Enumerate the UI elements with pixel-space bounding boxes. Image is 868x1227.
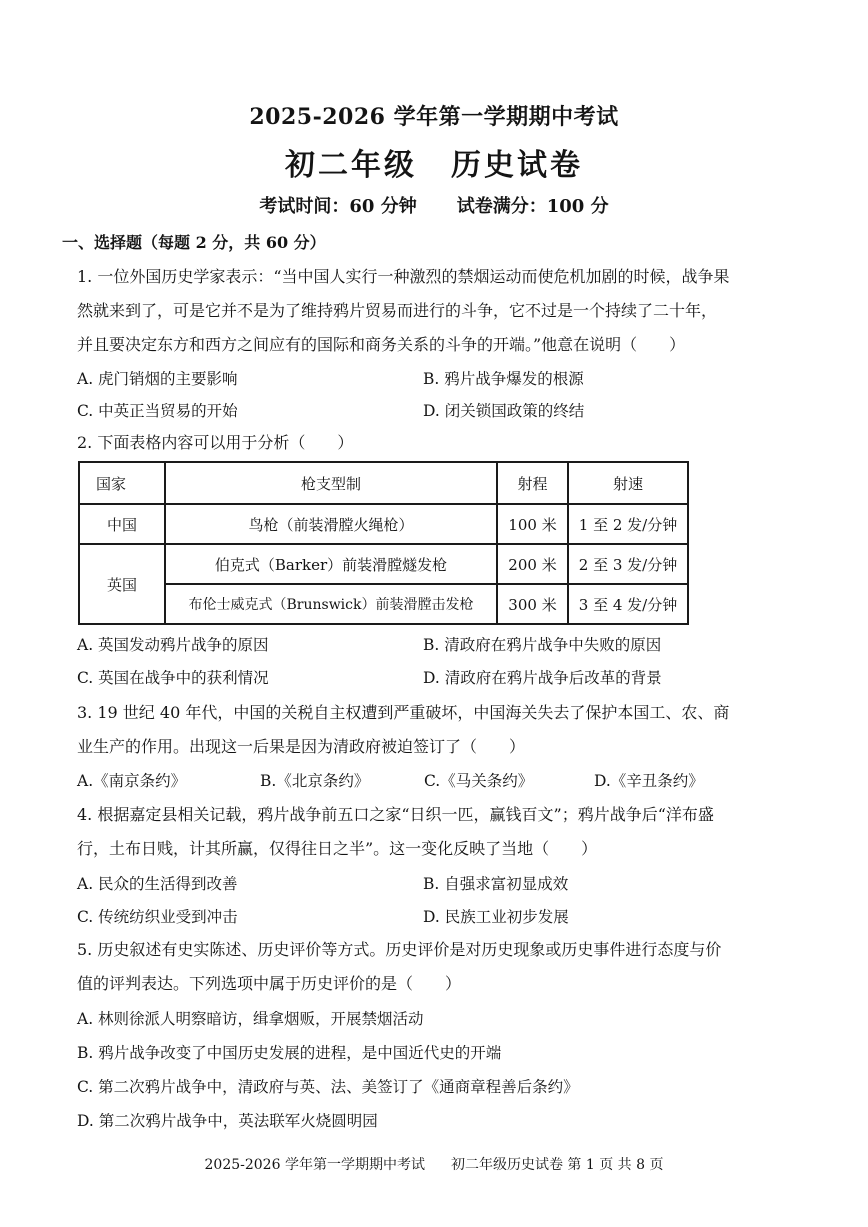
section-title: 一、选择题（每题 2 分，共 60 分） <box>62 233 326 252</box>
q1-option-a: A. 虎门销烟的主要影响 <box>77 370 238 388</box>
firearms-table <box>78 461 689 625</box>
table-row <box>79 504 688 544</box>
q3-line-1: 3. 19 世纪 40 年代，中国的关税自主权遭到严重破坏，中国海关失去了保护本国工、农、商 <box>77 703 730 722</box>
header-rate: 射速 <box>568 462 688 504</box>
q2-stem: 2. 下面表格内容可以用于分析（ ） <box>77 433 354 452</box>
gun-model: 伯克式（Barker）前装滑膛燧发枪 <box>165 544 497 584</box>
exam-info <box>0 192 868 218</box>
gun-rate: 3 至 4 发/分钟 <box>568 584 688 624</box>
gun-range: 200 米 <box>497 544 568 584</box>
q3-line-2: 业生产的作用。出现这一后果是因为清政府被迫签订了（ ） <box>77 737 526 756</box>
header-country: 国家 <box>79 462 165 504</box>
footer-page-number: 第 1 页 共 8 页 <box>567 1157 664 1173</box>
q1-option-d: D. 闭关锁国政策的终结 <box>423 402 585 420</box>
q3-option-d: D.《辛丑条约》 <box>594 772 704 790</box>
table-row <box>79 584 688 624</box>
q2-option-c: C. 英国在战争中的获利情况 <box>77 669 269 687</box>
page-footer <box>0 1154 868 1174</box>
q5-line-2: 值的评判表达。下列选项中属于历史评价的是（ ） <box>77 974 462 993</box>
exam-title: 2025-2026 学年第一学期期中考试 <box>249 104 619 130</box>
q4-option-c: C. 传统纺织业受到冲击 <box>77 908 238 926</box>
header-model: 枪支型制 <box>165 462 497 504</box>
q5-option-d: D. 第二次鸦片战争中，英法联军火烧圆明园 <box>77 1112 378 1130</box>
q4-option-a: A. 民众的生活得到改善 <box>77 875 238 893</box>
q4-line-2: 行，土布日贱，计其所赢，仅得往日之半”。这一变化反映了当地（ ） <box>77 839 598 858</box>
q5-option-c: C. 第二次鸦片战争中，清政府与英、法、美签订了《通商章程善后条约》 <box>77 1078 579 1096</box>
footer-paper: 初二年级历史试卷 <box>450 1157 563 1173</box>
subject-title <box>0 140 868 184</box>
country-china: 中国 <box>79 504 165 544</box>
header-range: 射程 <box>497 462 568 504</box>
q3-option-a: A.《南京条约》 <box>77 772 187 790</box>
q5-option-b: B. 鸦片战争改变了中国历史发展的进程，是中国近代史的开端 <box>77 1044 502 1062</box>
gun-range: 300 米 <box>497 584 568 624</box>
q4-option-d: D. 民族工业初步发展 <box>423 908 569 926</box>
table-header-row <box>79 462 688 504</box>
footer-exam: 2025-2026 学年第一学期期中考试 <box>204 1157 425 1173</box>
gun-rate: 1 至 2 发/分钟 <box>568 504 688 544</box>
q3-option-b: B.《北京条约》 <box>260 772 370 790</box>
q4-option-b: B. 自强求富初显成效 <box>423 875 569 893</box>
time-info: 考试时间：60 分钟 <box>259 196 417 217</box>
q1-option-c: C. 中英正当贸易的开始 <box>77 402 238 420</box>
q1-line-3: 并且要决定东方和西方之间应有的国际和商务关系的斗争的开端。”他意在说明（ ） <box>77 335 686 354</box>
table-row <box>79 544 688 584</box>
q2-option-b: B. 清政府在鸦片战争中失败的原因 <box>423 636 662 654</box>
q3-option-c: C.《马关条约》 <box>424 772 534 790</box>
q1-line-1: 1. 一位外国历史学家表示：“当中国人实行一种激烈的禁烟运动而使危机加剧的时候，战争果 <box>77 267 730 286</box>
q1-option-b: B. 鸦片战争爆发的根源 <box>423 370 584 388</box>
gun-model: 鸟枪（前装滑膛火绳枪） <box>165 504 497 544</box>
gun-range: 100 米 <box>497 504 568 544</box>
gun-rate: 2 至 3 发/分钟 <box>568 544 688 584</box>
gun-model: 布伦士威克式（Brunswick）前装滑膛击发枪 <box>165 584 497 624</box>
country-britain: 英国 <box>79 544 165 624</box>
q2-option-d: D. 清政府在鸦片战争后改革的背景 <box>423 669 662 687</box>
q5-option-a: A. 林则徐派人明察暗访，缉拿烟贩，开展禁烟活动 <box>77 1010 424 1028</box>
q2-option-a: A. 英国发动鸦片战争的原因 <box>77 636 269 654</box>
paper-label: 历史试卷 <box>451 148 583 183</box>
grade-label: 初二年级 <box>285 148 417 183</box>
q4-line-1: 4. 根据嘉定县相关记载，鸦片战争前五口之家“日织一匹，赢钱百文”；鸦片战争后“洋布盛 <box>77 805 714 824</box>
q5-line-1: 5. 历史叙述有史实陈述、历史评价等方式。历史评价是对历史现象或历史事件进行态度与价 <box>77 940 722 959</box>
score-info: 试卷满分：100 分 <box>456 196 609 217</box>
q1-line-2: 然就来到了，可是它并不是为了维持鸦片贸易而进行的斗争，它不过是一个持续了二十年， <box>77 301 718 320</box>
